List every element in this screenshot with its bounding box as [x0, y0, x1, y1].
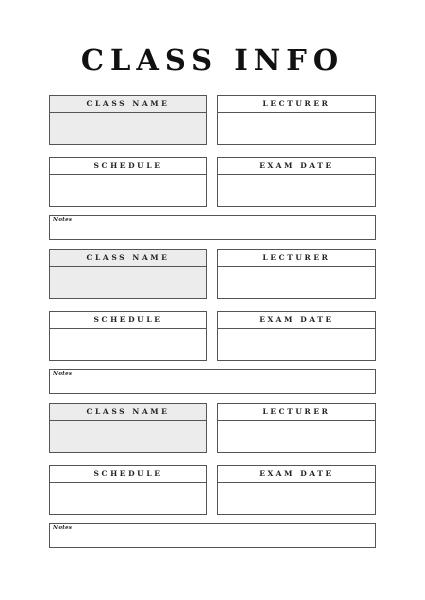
lecturer-box	[217, 403, 376, 453]
notes-field[interactable]	[49, 215, 376, 240]
class-name-box	[49, 403, 207, 453]
lecturer-field[interactable]	[218, 267, 375, 298]
lecturer-box	[217, 249, 376, 299]
schedule-field[interactable]	[50, 175, 206, 206]
exam-date-box	[217, 311, 376, 361]
notes-field[interactable]	[49, 369, 376, 394]
lecturer-label: LECTURER	[218, 250, 375, 267]
lecturer-field[interactable]	[218, 421, 375, 452]
class-name-box	[49, 249, 207, 299]
exam-date-box	[217, 157, 376, 207]
class-name-label: CLASS NAME	[50, 250, 206, 267]
schedule-field[interactable]	[50, 483, 206, 514]
class-block-3	[49, 403, 376, 548]
lecturer-box	[217, 95, 376, 145]
class-name-field[interactable]	[50, 421, 206, 452]
class-name-box	[49, 95, 207, 145]
notes-field[interactable]	[49, 523, 376, 548]
notes-label: Notes	[53, 371, 73, 377]
exam-date-label: EXAM DATE	[218, 312, 375, 329]
exam-date-field[interactable]	[218, 175, 375, 206]
exam-date-box	[217, 465, 376, 515]
schedule-label: SCHEDULE	[50, 312, 206, 329]
lecturer-label: LECTURER	[218, 404, 375, 421]
class-name-field[interactable]	[50, 113, 206, 144]
notes-label: Notes	[53, 525, 73, 531]
class-name-label: CLASS NAME	[50, 404, 206, 421]
class-block-1	[49, 95, 376, 240]
page-title: CLASS INFO	[80, 43, 345, 77]
schedule-box	[49, 157, 207, 207]
schedule-label: SCHEDULE	[50, 158, 206, 175]
schedule-box	[49, 465, 207, 515]
notes-label: Notes	[53, 217, 73, 223]
lecturer-label: LECTURER	[218, 96, 375, 113]
schedule-field[interactable]	[50, 329, 206, 360]
schedule-label: SCHEDULE	[50, 466, 206, 483]
class-name-field[interactable]	[50, 267, 206, 298]
exam-date-label: EXAM DATE	[218, 466, 375, 483]
exam-date-field[interactable]	[218, 329, 375, 360]
exam-date-label: EXAM DATE	[218, 158, 375, 175]
lecturer-field[interactable]	[218, 113, 375, 144]
schedule-box	[49, 311, 207, 361]
class-block-2	[49, 249, 376, 394]
class-name-label: CLASS NAME	[50, 96, 206, 113]
exam-date-field[interactable]	[218, 483, 375, 514]
